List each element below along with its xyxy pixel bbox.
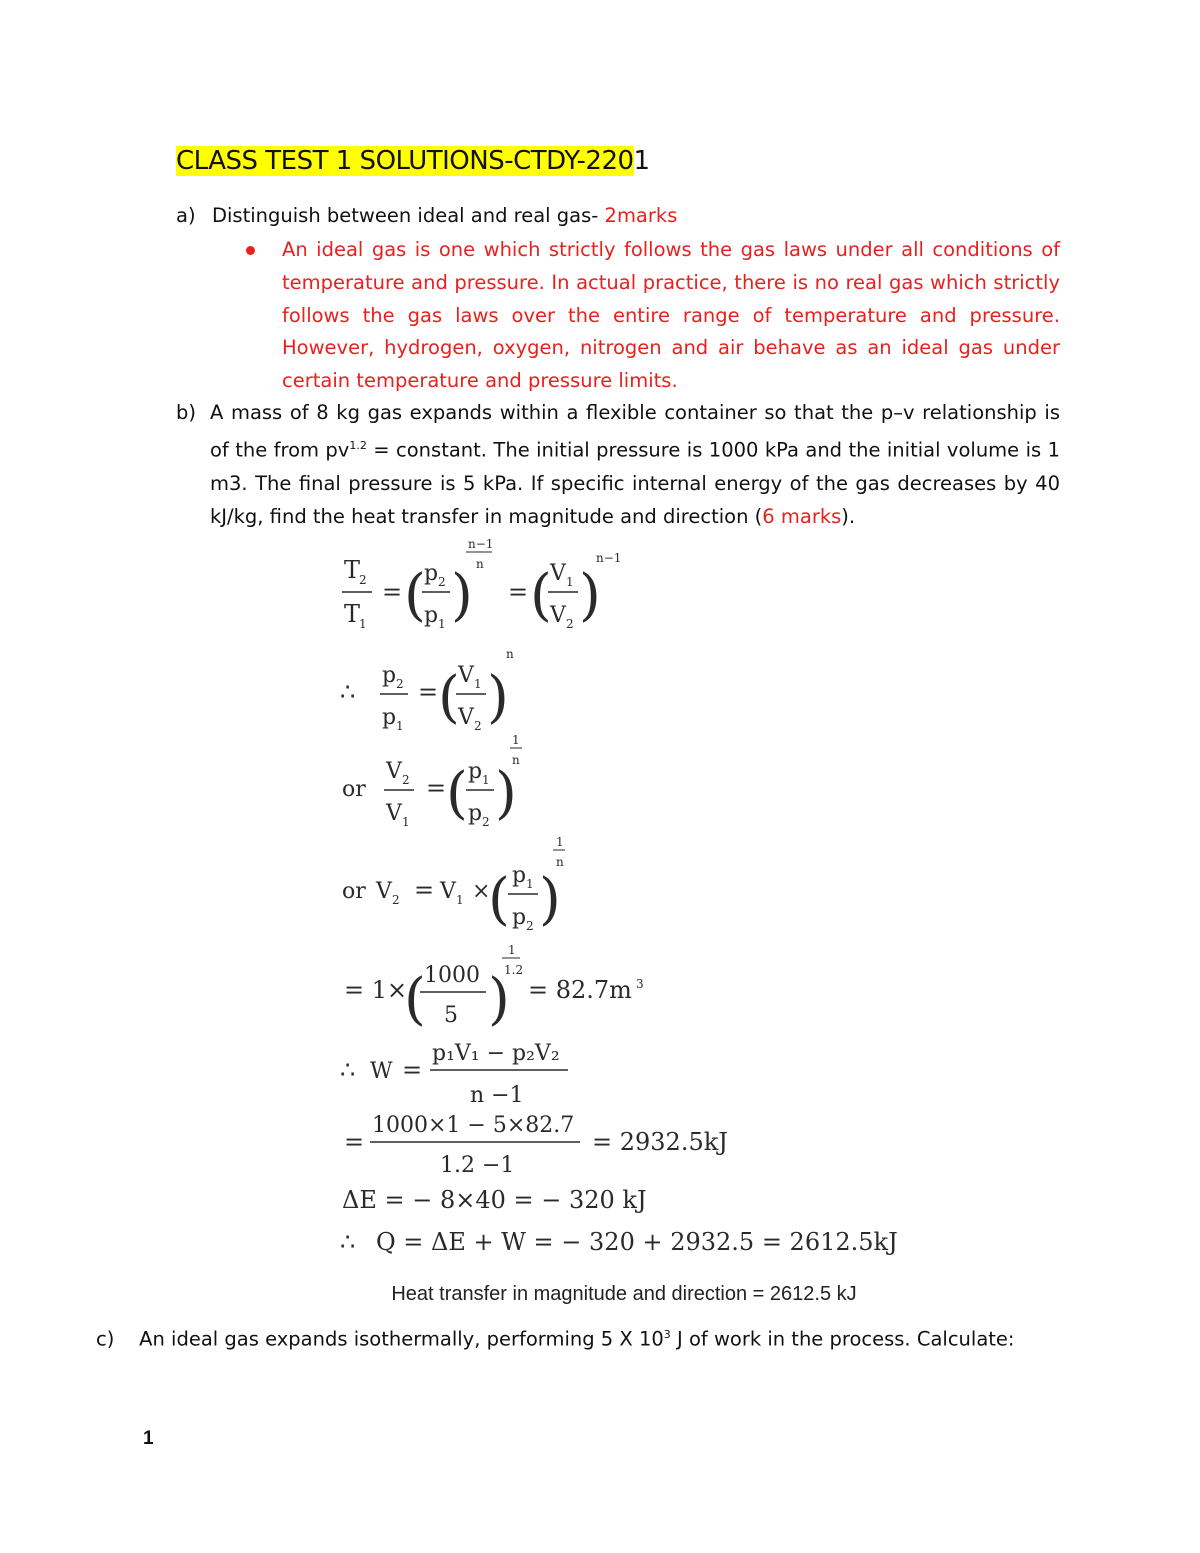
svg-text:2: 2: [438, 575, 446, 589]
equation-work: [340, 1041, 568, 1108]
equation-pressure-ratio: [340, 647, 514, 733]
document-title: [176, 143, 650, 179]
svg-text:1: 1: [566, 575, 574, 589]
svg-text:∴: ∴: [340, 1056, 356, 1084]
svg-text:=: =: [402, 1056, 423, 1084]
question-a: [212, 199, 677, 232]
svg-text:): ): [487, 665, 509, 730]
svg-text:T: T: [344, 600, 361, 628]
svg-text:): ): [495, 761, 517, 826]
svg-text:W: W: [370, 1059, 393, 1084]
v2-numerator: 1000: [424, 963, 480, 988]
svg-text:1: 1: [359, 617, 367, 631]
svg-text:1: 1: [402, 815, 410, 829]
title-tail: 1: [633, 146, 650, 176]
svg-text:p: p: [424, 603, 439, 628]
svg-text:=: =: [382, 578, 403, 606]
equation-volume-ratio: [342, 733, 522, 829]
svg-text:p: p: [468, 801, 483, 826]
question-a-marks: 2marks: [604, 204, 678, 227]
svg-text:or: or: [342, 879, 366, 904]
svg-text:p: p: [512, 905, 527, 930]
svg-text:V: V: [440, 879, 456, 904]
svg-text:p: p: [382, 663, 397, 688]
svg-text:2: 2: [392, 893, 400, 907]
or-label: or: [342, 777, 366, 802]
equation-work-value: [344, 1113, 728, 1178]
equation-heat-transfer: Q = ΔE + W = − 320 + 2932.5 = 2612.5kJ: [376, 1228, 898, 1256]
question-c-text: An ideal gas expands isothermally, performing 5 X 10: [139, 1327, 664, 1351]
svg-text:p: p: [424, 561, 439, 586]
svg-text:1: 1: [438, 617, 446, 631]
question-b-text-2: = constant. The initial pressure is 1000 kPa and the initial volume is 1 m3. The final pressure is 5 kPa. If specific internal energy of the gas decreases by 40 kJ/kg, find the heat transfer in magnitude and direction (: [210, 438, 1060, 528]
question-b-marks: 6 marks: [762, 504, 842, 528]
svg-text:1: 1: [482, 773, 490, 787]
svg-text:=: =: [508, 578, 529, 606]
question-b-label: b): [176, 401, 196, 424]
svg-text:2: 2: [474, 719, 482, 733]
work-value-denominator: 1.2 −1: [440, 1153, 515, 1178]
svg-text:∴: ∴: [340, 678, 356, 706]
question-b-text-1: A mass of 8 kg gas expands within a flexible container so that the p–v relationship is of the from pv: [210, 401, 1060, 462]
svg-text:(: (: [404, 967, 426, 1032]
svg-text:(: (: [404, 563, 426, 628]
svg-text:2: 2: [482, 815, 490, 829]
question-b-exponent: 1.2: [349, 439, 367, 452]
work-denominator: n −1: [470, 1083, 524, 1108]
page-number: 1: [143, 1428, 154, 1449]
svg-text:n: n: [512, 753, 520, 767]
svg-text:V: V: [550, 603, 566, 628]
question-c-exp: 3: [663, 1328, 671, 1341]
equation-volume-value: [344, 943, 644, 1032]
title-highlighted: CLASS TEST 1 SOLUTIONS-CTDY-220: [176, 146, 634, 176]
svg-text:n: n: [506, 647, 514, 661]
svg-text:(: (: [530, 563, 552, 628]
svg-text:V: V: [386, 759, 402, 784]
svg-text:n−1: n−1: [468, 537, 494, 551]
svg-text:(: (: [488, 867, 510, 932]
svg-text:): ): [579, 563, 601, 628]
work-value-result: = 2932.5kJ: [592, 1128, 728, 1156]
svg-text:V: V: [376, 879, 392, 904]
svg-text:1: 1: [474, 677, 482, 691]
v2-denominator: 5: [444, 1003, 458, 1028]
svg-text:=: =: [344, 1128, 365, 1156]
svg-text:2: 2: [359, 573, 367, 587]
svg-text:1: 1: [556, 835, 564, 849]
svg-text:2: 2: [526, 919, 534, 933]
v2-exponent: 1.2: [504, 963, 524, 977]
svg-text:V: V: [458, 705, 474, 730]
therefore-symbol: ∴: [340, 1228, 356, 1256]
question-c: [96, 1318, 1014, 1356]
bullet-icon: [246, 246, 255, 255]
question-c-text-2: J of work in the process. Calculate:: [670, 1327, 1015, 1351]
svg-text:=: =: [426, 774, 447, 802]
svg-text:(: (: [438, 665, 460, 730]
svg-text:=: =: [418, 678, 439, 706]
question-b-text-3: ).: [841, 504, 856, 528]
work-value-numerator: 1000×1 − 5×82.7: [372, 1113, 575, 1138]
svg-text:= 1×: = 1×: [344, 976, 408, 1004]
svg-text:×: ×: [472, 879, 491, 904]
svg-text:V: V: [458, 663, 474, 688]
svg-text:1: 1: [526, 877, 534, 891]
svg-text:): ): [539, 867, 561, 932]
question-b: [210, 396, 1060, 533]
equation-temperature-ratio: [342, 537, 621, 631]
svg-text:): ): [451, 563, 473, 628]
svg-text:): ): [488, 967, 510, 1032]
answer-a: An ideal gas is one which strictly follows the gas laws under all conditions of temperature and pressure. In actual practice, there is no real gas which strictly follows the gas laws over the entire range of temperature and pressure. However, hydrogen, oxygen, nitrogen and air behave as an ideal gas under certain temperature and pressure limits.: [282, 238, 1060, 393]
equation-energy-change: ΔE = − 8×40 = − 320 kJ: [342, 1186, 647, 1214]
svg-text:2: 2: [402, 773, 410, 787]
equation-final-volume: [342, 835, 565, 933]
svg-text:n: n: [556, 855, 564, 869]
svg-text:1: 1: [512, 733, 520, 747]
svg-text:(: (: [446, 761, 468, 826]
svg-text:=: =: [414, 876, 435, 904]
svg-text:3: 3: [636, 977, 644, 991]
question-a-text: Distinguish between ideal and real gas-: [212, 204, 605, 227]
svg-text:1: 1: [396, 719, 404, 733]
svg-text:p: p: [468, 759, 483, 784]
svg-text:n: n: [476, 557, 484, 571]
svg-text:1: 1: [508, 943, 516, 957]
heat-transfer-result: Heat transfer in magnitude and direction = 2612.5 kJ: [391, 1283, 857, 1305]
svg-text:2: 2: [566, 617, 574, 631]
question-c-label: c): [96, 1327, 115, 1351]
solution-equations: [0, 530, 1200, 1270]
question-a-label: a): [176, 204, 196, 227]
svg-text:p: p: [382, 705, 397, 730]
svg-text:1: 1: [456, 893, 464, 907]
work-numerator: p₁V₁ − p₂V₂: [432, 1041, 560, 1066]
svg-text:p: p: [512, 863, 527, 888]
svg-text:V: V: [550, 561, 566, 586]
svg-text:n−1: n−1: [596, 551, 622, 565]
svg-text:T: T: [344, 556, 361, 584]
v2-result: = 82.7m: [528, 976, 632, 1004]
svg-text:2: 2: [396, 677, 404, 691]
svg-text:V: V: [386, 801, 402, 826]
